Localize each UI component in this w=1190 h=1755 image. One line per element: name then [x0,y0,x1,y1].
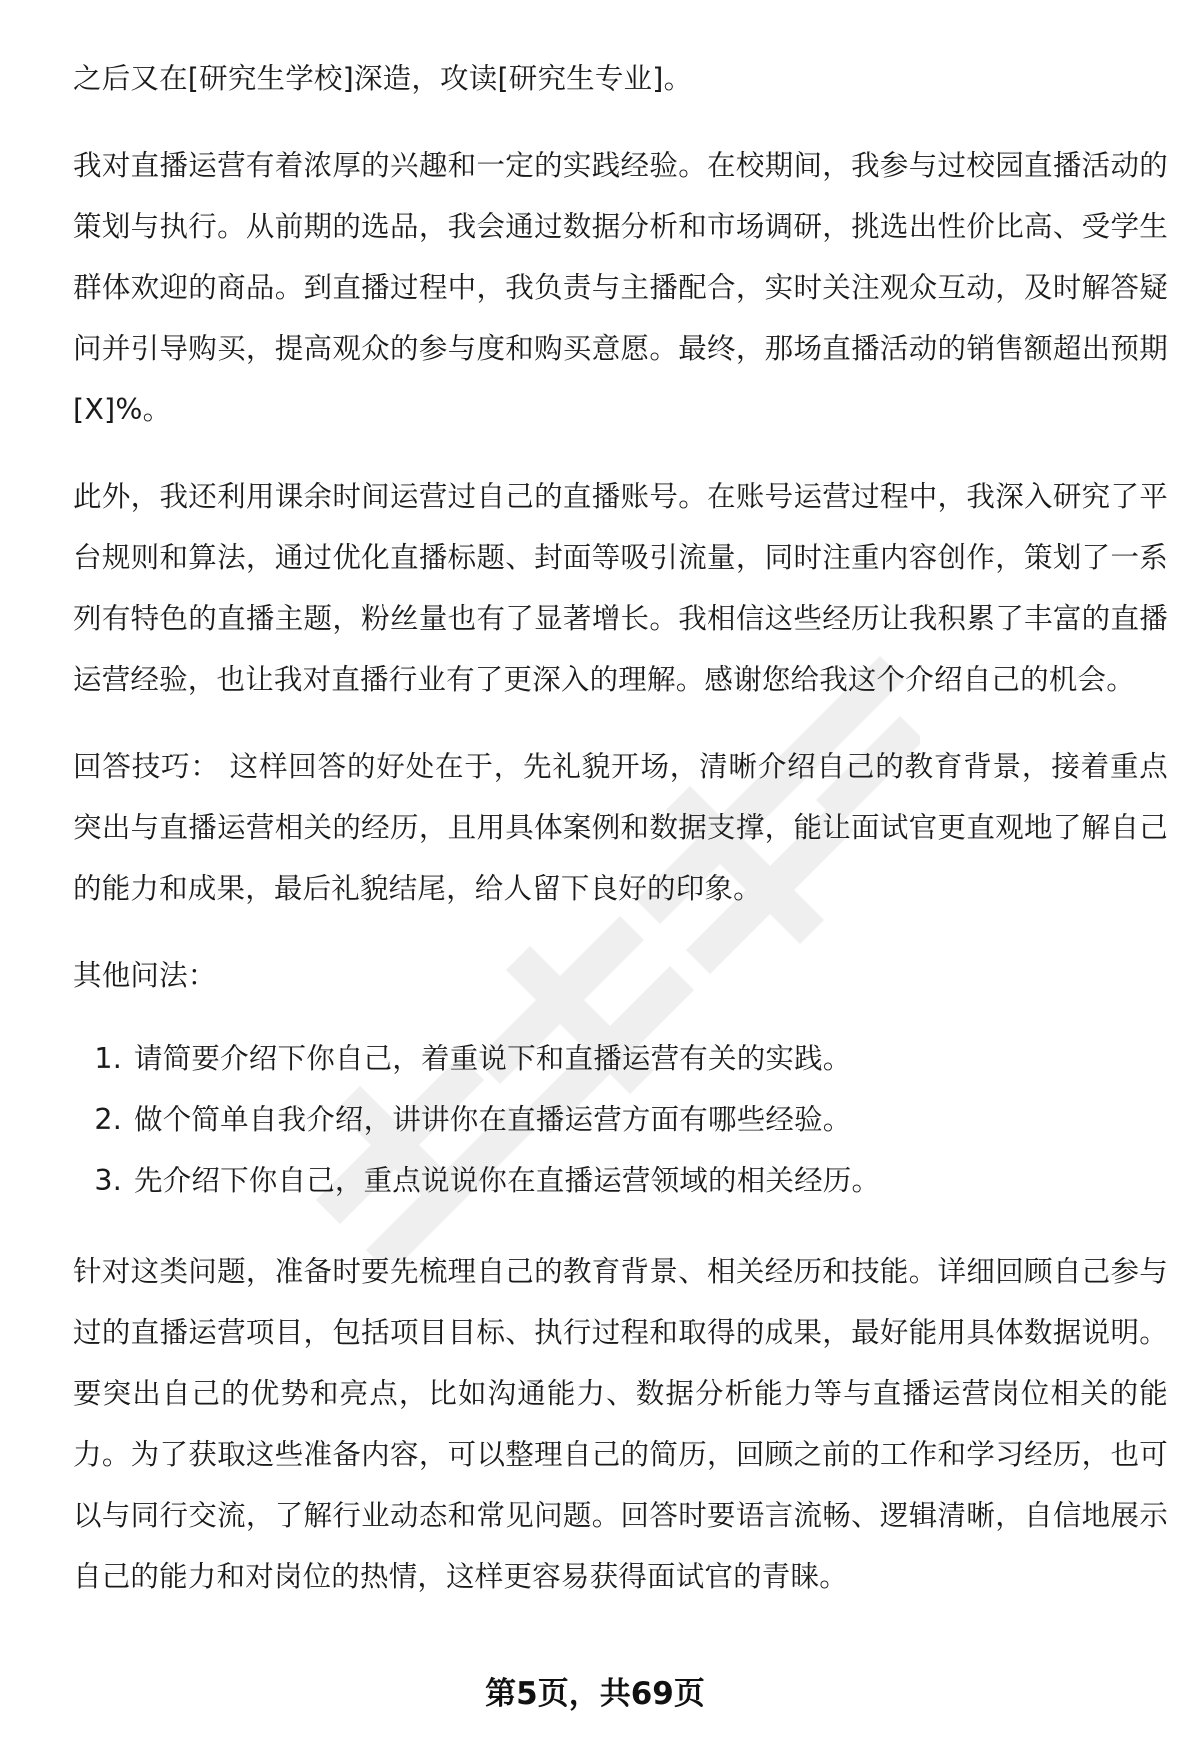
paragraph-live-practice: 我对直播运营有着浓厚的兴趣和一定的实践经验。在校期间，我参与过校园直播活动的策划与执行。从前期的选品，我会通过数据分析和市场调研，挑选出性价比高、受学生群体欢迎的商品。到直播过程中，我负责与主播配合，实时关注观众互动，及时解答疑问并引导购买，提高观众的参与度和购买意愿。最终，那场直播活动的销售额超出预期[X]%。 [73,149,1168,426]
paragraph-education: 之后又在[研究生学校]深造，攻读[研究生专业]。 [73,62,693,95]
document-body [73,48,1168,1633]
list-item [73,1089,1168,1150]
list-item-number: 3. [94,1164,122,1197]
paragraph-own-account: 此外，我还利用课余时间运营过自己的直播账号。在账号运营过程中，我深入研究了平台规则和算法，通过优化直播标题、封面等吸引流量，同时注重内容创作，策划了一系列有特色的直播主题，粉丝量也有了显著增长。我相信这些经历让我积累了丰富的直播运营经验，也让我对直播行业有了更深入的理解。感谢您给我这个介绍自己的机会。 [73,480,1168,696]
list-item-text: 请简要介绍下你自己，着重说下和直播运营有关的实践。 [134,1042,852,1075]
paragraph-answer-tips: 回答技巧： 这样回答的好处在于，先礼貌开场，清晰介绍自己的教育背景，接着重点突出与直播运营相关的经历，且用具体案例和数据支撑，能让面试官更直观地了解自己的能力和成果，最后礼貌结尾，给人留下良好的印象。 [73,750,1168,905]
paragraph-preparation-advice: 针对这类问题，准备时要先梳理自己的教育背景、相关经历和技能。详细回顾自己参与过的直播运营项目，包括项目目标、执行过程和取得的成果，最好能用具体数据说明。要突出自己的优势和亮点，比如沟通能力、数据分析能力等与直播运营岗位相关的能力。为了获取这些准备内容，可以整理自己的简历，回顾之前的工作和学习经历，也可以与同行交流，了解行业动态和常见问题。回答时要语言流畅、逻辑清晰，自信地展示自己的能力和对岗位的热情，这样更容易获得面试官的青睐。 [73,1255,1168,1593]
list-item [73,1028,1168,1089]
list-item [73,1150,1168,1211]
page-number-footer: 第5页，共69页 [485,1676,705,1712]
list-item-text: 做个简单自我介绍，讲讲你在直播运营方面有哪些经验。 [134,1103,852,1136]
other-questions-heading: 其他问法： [73,959,217,992]
list-item-number: 2. [94,1103,122,1136]
question-list [73,1028,1168,1211]
list-item-number: 1. [94,1042,122,1075]
list-item-text: 先介绍下你自己，重点说说你在直播运营领域的相关经历。 [134,1164,881,1197]
